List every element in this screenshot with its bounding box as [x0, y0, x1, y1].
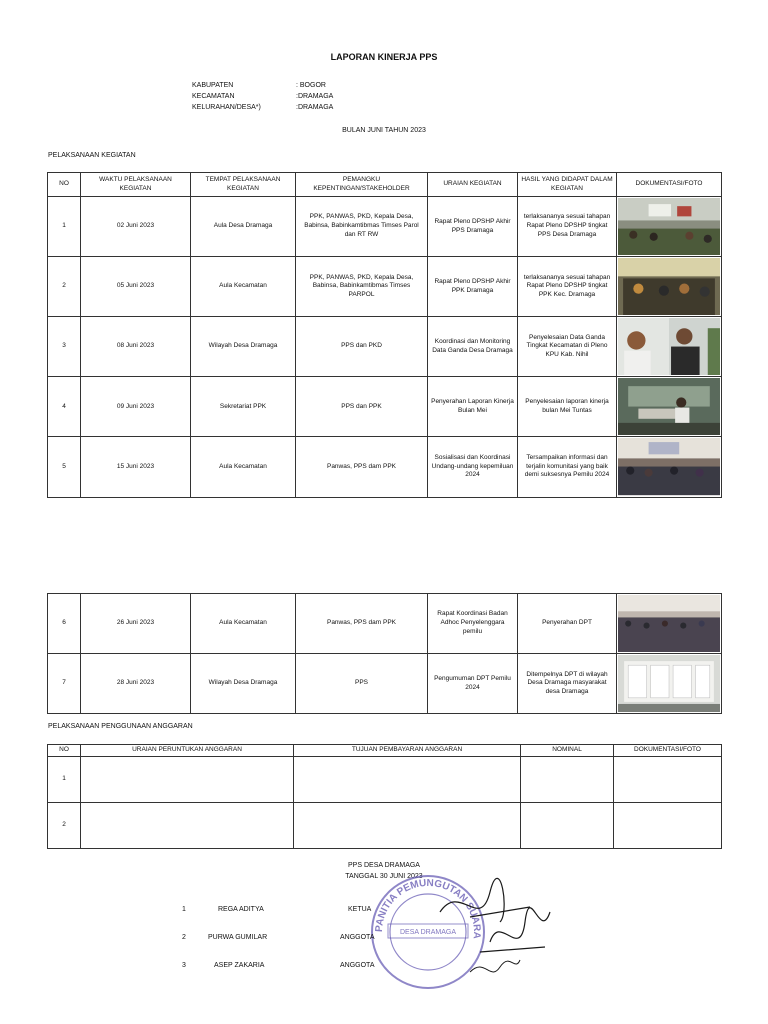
- row-uraian: Rapat Pleno DPSHP Akhir PPK Dramaga: [428, 257, 518, 317]
- posted-list-photo-7: [618, 655, 720, 712]
- row-photo-cell: [617, 594, 722, 654]
- row-uraian-peruntukan: [81, 756, 294, 802]
- row-waktu: 26 Juni 2023: [81, 594, 191, 654]
- selfie-photo-3: [618, 318, 720, 375]
- meta-key-kelurahan: KELURAHAN/DESA*): [192, 104, 261, 111]
- meta-val-kabupaten: : BOGOR: [296, 82, 326, 89]
- row-no: 2: [48, 257, 81, 317]
- header-dokumentasi: DOKUMENTASI/FOTO: [617, 173, 722, 197]
- stamp-ring-text: PANITIA PEMUNGUTAN SUARA: [373, 877, 483, 940]
- row-no: 1: [48, 197, 81, 257]
- table-row: [48, 257, 722, 317]
- row-photo-cell: [617, 654, 722, 714]
- row-hasil: Ditempelnya DPT di wilayah Desa Dramaga masyarakat desa Dramaga: [518, 654, 617, 714]
- row-waktu: 15 Juni 2023: [81, 437, 191, 497]
- row-dokumentasi: [614, 802, 722, 848]
- header-uraian-peruntukan: URAIAN PERUNTUKAN ANGGARAN: [81, 745, 294, 757]
- office-photo-4: [618, 378, 720, 435]
- row-stakeholder: PPK, PANWAS, PKD, Kepala Desa, Babinsa, Babinkamtibmas Timses PARPOL: [296, 257, 428, 317]
- anggaran-header-row: [48, 745, 722, 757]
- row-waktu: 09 Juni 2023: [81, 377, 191, 437]
- row-waktu: 05 Juni 2023: [81, 257, 191, 317]
- report-period: BULAN JUNI TAHUN 2023: [342, 127, 426, 134]
- row-no: 6: [48, 594, 81, 654]
- member-name-1: REGA ADITYA: [218, 906, 264, 913]
- row-photo-cell: [617, 377, 722, 437]
- row-tempat: Sekretariat PPK: [191, 377, 296, 437]
- row-dokumentasi: [614, 756, 722, 802]
- stamp-center-text: DESA DRAMAGA: [399, 929, 457, 936]
- table-row: [48, 594, 722, 654]
- signature-org: PPS DESA DRAMAGA: [348, 862, 420, 869]
- meeting-photo-1: [618, 198, 720, 255]
- member-role-2: ANGGOTA: [340, 934, 375, 941]
- row-stakeholder: Panwas, PPS dam PPK: [296, 437, 428, 497]
- header-waktu: WAKTU PELAKSANAAN KEGIATAN: [81, 173, 191, 197]
- row-photo-cell: [617, 317, 722, 377]
- row-photo-cell: [617, 257, 722, 317]
- row-photo-cell: [617, 197, 722, 257]
- anggaran-table: [47, 744, 722, 849]
- row-nominal: [521, 802, 614, 848]
- row-no: 2: [48, 802, 81, 848]
- row-no: 3: [48, 317, 81, 377]
- row-stakeholder: PPS: [296, 654, 428, 714]
- handwritten-signatures: [430, 872, 560, 992]
- row-tempat: Aula Desa Dramaga: [191, 197, 296, 257]
- row-no: 4: [48, 377, 81, 437]
- header-uraian: URAIAN KEGIATAN: [428, 173, 518, 197]
- row-tujuan-pembayaran: [294, 756, 521, 802]
- row-hasil: Penyerahan DPT: [518, 594, 617, 654]
- row-tempat: Wilayah Desa Dramaga: [191, 654, 296, 714]
- section-anggaran-title: PELAKSANAAN PENGGUNAAN ANGGARAN: [48, 723, 193, 730]
- row-uraian: Pengumuman DPT Pemilu 2024: [428, 654, 518, 714]
- row-uraian: Penyerahan Laporan Kinerja Bulan Mei: [428, 377, 518, 437]
- table-row: [48, 377, 722, 437]
- row-stakeholder: Panwas, PPS dam PPK: [296, 594, 428, 654]
- header-tempat: TEMPAT PELAKSANAAN KEGIATAN: [191, 173, 296, 197]
- row-no: 1: [48, 756, 81, 802]
- row-waktu: 02 Juni 2023: [81, 197, 191, 257]
- header-hasil: HASIL YANG DIDAPAT DALAM KEGIATAN: [518, 173, 617, 197]
- section-kegiatan-title: PELAKSANAAN KEGIATAN: [48, 152, 136, 159]
- member-name-2: PURWA GUMILAR: [208, 934, 268, 941]
- row-uraian: Koordinasi dan Monitoring Data Ganda Desa Dramaga: [428, 317, 518, 377]
- row-nominal: [521, 756, 614, 802]
- hall-photo-6: [618, 595, 720, 652]
- row-stakeholder: PPS dan PKD: [296, 317, 428, 377]
- row-photo-cell: [617, 437, 722, 497]
- meeting-photo-2: [618, 258, 720, 315]
- kegiatan-table-part2: [47, 593, 722, 714]
- row-uraian: Rapat Koordinasi Badan Adhoc Penyelenggara pemilu: [428, 594, 518, 654]
- row-waktu: 28 Juni 2023: [81, 654, 191, 714]
- row-tempat: Aula Kecamatan: [191, 594, 296, 654]
- row-uraian-peruntukan: [81, 802, 294, 848]
- row-stakeholder: PPK, PANWAS, PKD, Kepala Desa, Babinsa, Babinkamtibmas Timses Parol dan RT RW: [296, 197, 428, 257]
- header-no: NO: [48, 745, 81, 757]
- header-nominal: NOMINAL: [521, 745, 614, 757]
- row-hasil: Penyelesaian laporan kinerja bulan Mei Tuntas: [518, 377, 617, 437]
- row-hasil: Tersampaikan informasi dan terjalin komunitasi yang baik demi suksesnya Pemilu 2024: [518, 437, 617, 497]
- member-no-2: 2: [182, 934, 186, 941]
- row-no: 5: [48, 437, 81, 497]
- table-row: [48, 437, 722, 497]
- row-uraian: Rapat Pleno DPSHP Akhir PPS Dramaga: [428, 197, 518, 257]
- table-row: [48, 756, 722, 802]
- table-row: [48, 197, 722, 257]
- row-hasil: terlaksananya sesuai tahapan Rapat Pleno DPSHP tingkat PPS Desa Dramaga: [518, 197, 617, 257]
- member-no-1: 1: [182, 906, 186, 913]
- table-row: [48, 317, 722, 377]
- header-tujuan-pembayaran: TUJUAN PEMBAYARAN ANGGARAN: [294, 745, 521, 757]
- row-tempat: Aula Kecamatan: [191, 437, 296, 497]
- member-role-3: ANGGOTA: [340, 962, 375, 969]
- row-uraian: Sosialisasi dan Koordinasi Undang-undang kepemiluan 2024: [428, 437, 518, 497]
- row-hasil: Penyelesaian Data Ganda Tingkat Kecamatan di Pleno KPU Kab. Nihil: [518, 317, 617, 377]
- table-row: [48, 654, 722, 714]
- row-waktu: 08 Juni 2023: [81, 317, 191, 377]
- row-tempat: Aula Kecamatan: [191, 257, 296, 317]
- meta-key-kabupaten: KABUPATEN: [192, 82, 234, 89]
- meta-val-kecamatan: :DRAMAGA: [296, 93, 334, 100]
- kegiatan-header-row: [48, 173, 722, 197]
- row-stakeholder: PPS dan PPK: [296, 377, 428, 437]
- meta-val-kelurahan: :DRAMAGA: [296, 104, 334, 111]
- row-tujuan-pembayaran: [294, 802, 521, 848]
- seminar-photo-5: [618, 438, 720, 495]
- header-dokumentasi: DOKUMENTASI/FOTO: [614, 745, 722, 757]
- signature-date: TANGGAL 30 JUNI 2023: [345, 873, 423, 880]
- report-title: LAPORAN KINERJA PPS: [330, 52, 438, 62]
- header-no: NO: [48, 173, 81, 197]
- member-role-1: KETUA: [348, 906, 372, 913]
- row-no: 7: [48, 654, 81, 714]
- row-tempat: Wilayah Desa Dramaga: [191, 317, 296, 377]
- row-hasil: terlaksananya sesuai tahapan Rapat Pleno DPSHP tingkat PPK Kec. Dramaga: [518, 257, 617, 317]
- meta-key-kecamatan: KECAMATAN: [192, 93, 235, 100]
- header-stakeholder: PEMANGKU KEPENTINGAN/STAKEHOLDER: [296, 173, 428, 197]
- kegiatan-table-part1: [47, 172, 722, 498]
- member-name-3: ASEP ZAKARIA: [214, 962, 265, 969]
- table-row: [48, 802, 722, 848]
- member-no-3: 3: [182, 962, 186, 969]
